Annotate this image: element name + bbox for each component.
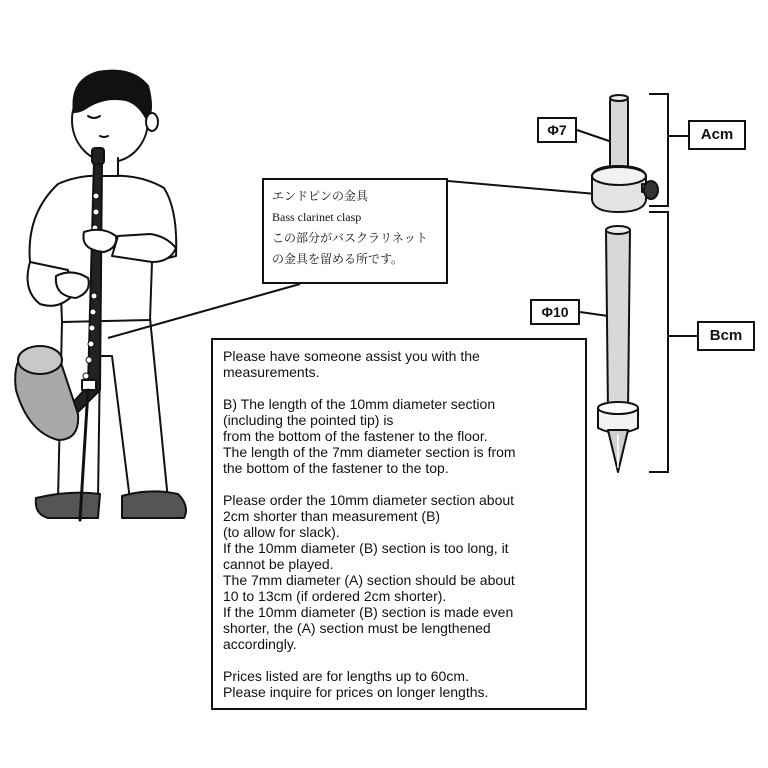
instruction-line: cannot be played. bbox=[223, 556, 334, 572]
instruction-line: accordingly. bbox=[223, 636, 297, 652]
dimension-brackets bbox=[649, 94, 697, 472]
instruction-line: (including the pointed tip) is bbox=[223, 412, 394, 428]
instruction-line: B) The length of the 10mm diameter section bbox=[223, 396, 496, 412]
phi10-label: Φ10 bbox=[530, 299, 580, 325]
clasp-label-line1: エンドピンの金具 bbox=[272, 189, 369, 203]
instruction-line: measurements. bbox=[223, 364, 320, 380]
instruction-line: If the 10mm diameter (B) section is too long, it bbox=[223, 540, 509, 556]
instruction-line: Please inquire for prices on longer lengths. bbox=[223, 684, 489, 700]
phi7-pointer-line bbox=[577, 130, 612, 142]
acm-label: Acm bbox=[688, 120, 746, 150]
clasp-label-line4: の金具を留める所です。 bbox=[272, 252, 404, 266]
instruction-line: 10 to 13cm (if ordered 2cm shorter). bbox=[223, 588, 447, 604]
instruction-line: If the 10mm diameter (B) section is made even bbox=[223, 604, 514, 620]
instruction-line: (to allow for slack). bbox=[223, 524, 340, 540]
instruction-line: shorter, the (A) section must be lengthened bbox=[223, 620, 491, 636]
player-illustration bbox=[15, 71, 186, 520]
instructions-box bbox=[211, 338, 587, 710]
clasp-label-line2: Bass clarinet clasp bbox=[272, 210, 362, 224]
instruction-line: the bottom of the fastener to the top. bbox=[223, 460, 449, 476]
instruction-line: The length of the 7mm diameter section is from bbox=[223, 444, 516, 460]
endpin-illustration bbox=[592, 95, 658, 472]
clasp-pointer-line-2 bbox=[448, 181, 596, 194]
instruction-line: Prices listed are for lengths up to 60cm. bbox=[223, 668, 469, 684]
bcm-label: Bcm bbox=[697, 321, 755, 351]
clasp-label-box bbox=[262, 178, 448, 284]
phi10-pointer-line bbox=[580, 312, 608, 316]
instruction-line: Please order the 10mm diameter section about bbox=[223, 492, 515, 508]
instruction-line: Please have someone assist you with the bbox=[223, 348, 480, 364]
clasp-label-line3: この部分がバスクラリネット bbox=[272, 231, 428, 245]
instruction-line: 2cm shorter than measurement (B) bbox=[223, 508, 441, 524]
phi7-label: Φ7 bbox=[537, 117, 577, 143]
instruction-line: from the bottom of the fastener to the floor. bbox=[223, 428, 488, 444]
instruction-line: The 7mm diameter (A) section should be about bbox=[223, 572, 515, 588]
